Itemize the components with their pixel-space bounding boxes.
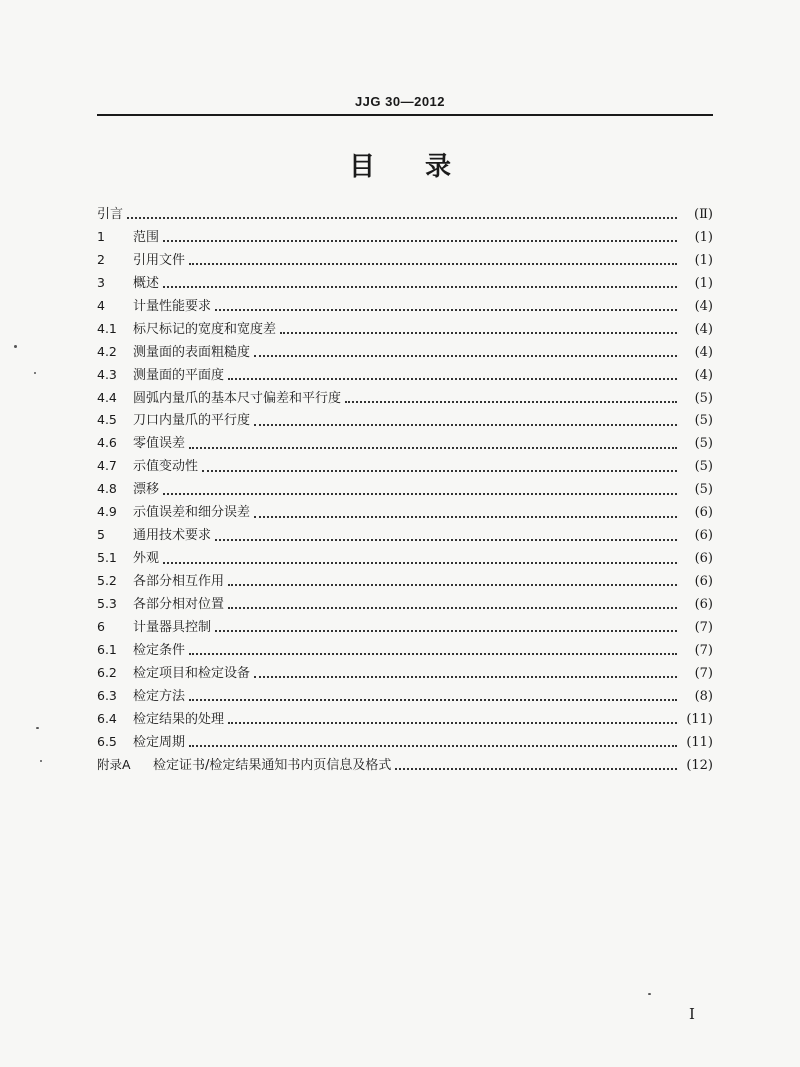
scan-speck	[40, 760, 42, 762]
toc-entry-page: (7)	[694, 642, 713, 658]
toc-entry-number: 4.5	[97, 412, 117, 428]
header-rule	[97, 114, 713, 116]
toc-entry-page: (5)	[694, 482, 713, 498]
toc-entry-title: 零值误差	[133, 436, 186, 452]
scan-speck	[36, 727, 39, 729]
toc-entry-page: (1)	[694, 229, 713, 245]
toc-leader-dots	[189, 259, 677, 265]
toc-entry-title: 标尺标记的宽度和宽度差	[133, 321, 277, 337]
toc-entry	[97, 272, 713, 295]
toc-entry-title: 引言	[97, 207, 124, 222]
toc-entry-title: 各部分相互作用	[133, 574, 225, 589]
toc-entry	[97, 364, 713, 387]
toc-entry-number: 5.2	[97, 573, 117, 588]
toc-entry-page: (8)	[694, 688, 713, 704]
toc-entry-page: (6)	[694, 574, 713, 589]
toc-entry-number: 6	[97, 618, 105, 634]
toc-leader-dots	[228, 718, 677, 724]
toc-entry-number: 4.1	[97, 320, 117, 336]
toc-entry	[97, 685, 713, 708]
toc-entry	[97, 708, 713, 731]
toc-entry-page: (5)	[694, 390, 713, 406]
toc-entry-title: 计量器具控制	[133, 619, 212, 635]
scan-speck	[14, 345, 17, 348]
toc-entry-page: (1)	[694, 275, 713, 291]
toc-entry-number: 4	[97, 297, 105, 313]
toc-entry-title: 示值变动性	[133, 459, 199, 475]
toc-entry-page: (5)	[694, 436, 713, 452]
toc-entry-page: (6)	[694, 528, 713, 544]
scan-speck	[34, 372, 36, 374]
toc-leader-dots	[202, 466, 677, 472]
scan-speck	[648, 993, 651, 995]
toc-entry-page: (12)	[686, 757, 713, 773]
toc-leader-dots	[228, 580, 677, 586]
toc-entry	[97, 387, 713, 410]
toc-entry-page: (Ⅱ)	[694, 207, 713, 222]
toc-entry-page: (5)	[694, 413, 713, 429]
toc-entry-title: 通用技术要求	[133, 528, 212, 544]
toc-entry	[97, 409, 713, 432]
toc-entry-number: 5	[97, 527, 105, 543]
toc-entry-title: 检定周期	[133, 734, 186, 750]
toc-entry	[97, 547, 713, 570]
toc-entry-page: (7)	[694, 665, 713, 681]
toc-leader-dots	[189, 443, 677, 449]
page-title: 目录	[348, 152, 501, 182]
toc-entry-title: 示值误差和细分误差	[133, 505, 251, 521]
toc-entry-page: (11)	[686, 734, 713, 750]
toc-entry-number: 5.3	[97, 595, 117, 611]
toc-leader-dots	[163, 558, 677, 564]
toc-entry-title: 检定证书/检定结果通知书内页信息及格式	[153, 757, 392, 773]
table-of-contents	[97, 203, 713, 776]
toc-leader-dots	[215, 305, 677, 311]
toc-leader-dots	[254, 512, 677, 518]
toc-entry	[97, 639, 713, 662]
toc-leader-dots	[215, 535, 677, 541]
toc-entry-number: 4.8	[97, 481, 117, 497]
toc-entry-number: 2	[97, 251, 105, 267]
toc-leader-dots	[189, 695, 677, 701]
toc-leader-dots	[228, 603, 677, 609]
page-number: Ⅰ	[689, 1005, 695, 1023]
toc-entry-title: 漂移	[133, 482, 160, 498]
toc-entry-title: 检定结果的处理	[133, 711, 225, 727]
toc-entry	[97, 478, 713, 501]
toc-leader-dots	[163, 489, 677, 495]
toc-entry	[97, 731, 713, 754]
toc-entry-number: 4.2	[97, 343, 117, 359]
toc-entry-page: (4)	[694, 344, 713, 360]
toc-entry-number: 4.7	[97, 458, 117, 474]
toc-leader-dots	[280, 328, 677, 334]
toc-entry-page: (7)	[694, 619, 713, 635]
toc-entry-title: 检定方法	[133, 688, 186, 704]
toc-entry	[97, 754, 713, 777]
toc-entry-page: (1)	[694, 252, 713, 268]
toc-entry	[97, 570, 713, 593]
toc-entry-title: 检定条件	[133, 642, 186, 658]
toc-leader-dots	[254, 672, 677, 678]
toc-entry-title: 刀口内量爪的平行度	[133, 413, 251, 429]
toc-leader-dots	[215, 626, 677, 632]
toc-entry	[97, 593, 713, 616]
toc-entry-page: (6)	[694, 551, 713, 567]
toc-entry-page: (4)	[694, 321, 713, 337]
toc-entry-page: (6)	[694, 505, 713, 521]
toc-entry	[97, 318, 713, 341]
toc-entry	[97, 226, 713, 249]
toc-entry-page: (5)	[694, 459, 713, 475]
toc-entry	[97, 203, 713, 226]
toc-entry-number: 1	[97, 228, 105, 244]
toc-entry-number: 6.1	[97, 641, 117, 657]
toc-entry-page: (4)	[694, 367, 713, 383]
toc-entry-page: (11)	[686, 711, 713, 727]
toc-entry-number: 6.4	[97, 710, 117, 726]
toc-leader-dots	[228, 374, 677, 380]
toc-leader-dots	[163, 282, 677, 288]
toc-leader-dots	[163, 236, 677, 242]
toc-entry-title: 圆弧内量爪的基本尺寸偏差和平行度	[133, 390, 342, 406]
toc-entry-number: 6.3	[97, 687, 117, 703]
toc-entry-title: 范围	[133, 229, 160, 245]
toc-entry-number: 5.1	[97, 550, 117, 566]
toc-entry	[97, 432, 713, 455]
toc-entry-title: 引用文件	[133, 252, 186, 268]
toc-entry-page: (6)	[694, 596, 713, 612]
toc-entry	[97, 501, 713, 524]
toc-entry-title: 各部分相对位置	[133, 596, 225, 612]
toc-entry	[97, 295, 713, 318]
toc-entry-title: 测量面的平面度	[133, 367, 225, 383]
toc-entry-number: 附录A	[97, 756, 131, 772]
toc-entry-title: 概述	[133, 275, 160, 291]
toc-entry-title: 测量面的表面粗糙度	[133, 344, 251, 360]
toc-leader-dots	[254, 420, 677, 426]
toc-leader-dots	[127, 213, 677, 219]
toc-entry	[97, 662, 713, 685]
toc-entry-title: 检定项目和检定设备	[133, 665, 251, 681]
toc-entry-number: 4.9	[97, 504, 117, 520]
toc-entry-title: 外观	[133, 551, 160, 567]
toc-entry-number: 3	[97, 274, 105, 290]
toc-entry	[97, 524, 713, 547]
toc-entry-number: 6.5	[97, 733, 117, 749]
toc-leader-dots	[395, 764, 677, 770]
toc-leader-dots	[189, 649, 677, 655]
toc-entry-number: 4.6	[97, 435, 117, 451]
toc-entry	[97, 616, 713, 639]
toc-entry	[97, 341, 713, 364]
standard-code: JJG 30—2012	[354, 94, 446, 109]
toc-entry-number: 4.4	[97, 389, 117, 405]
toc-leader-dots	[345, 397, 677, 403]
toc-entry-page: (4)	[694, 298, 713, 314]
toc-entry-number: 4.3	[97, 366, 117, 382]
toc-entry-number: 6.2	[97, 664, 117, 680]
toc-leader-dots	[254, 351, 677, 357]
toc-entry-title: 计量性能要求	[133, 298, 212, 314]
toc-entry	[97, 455, 713, 478]
toc-leader-dots	[189, 741, 677, 747]
toc-entry	[97, 249, 713, 272]
